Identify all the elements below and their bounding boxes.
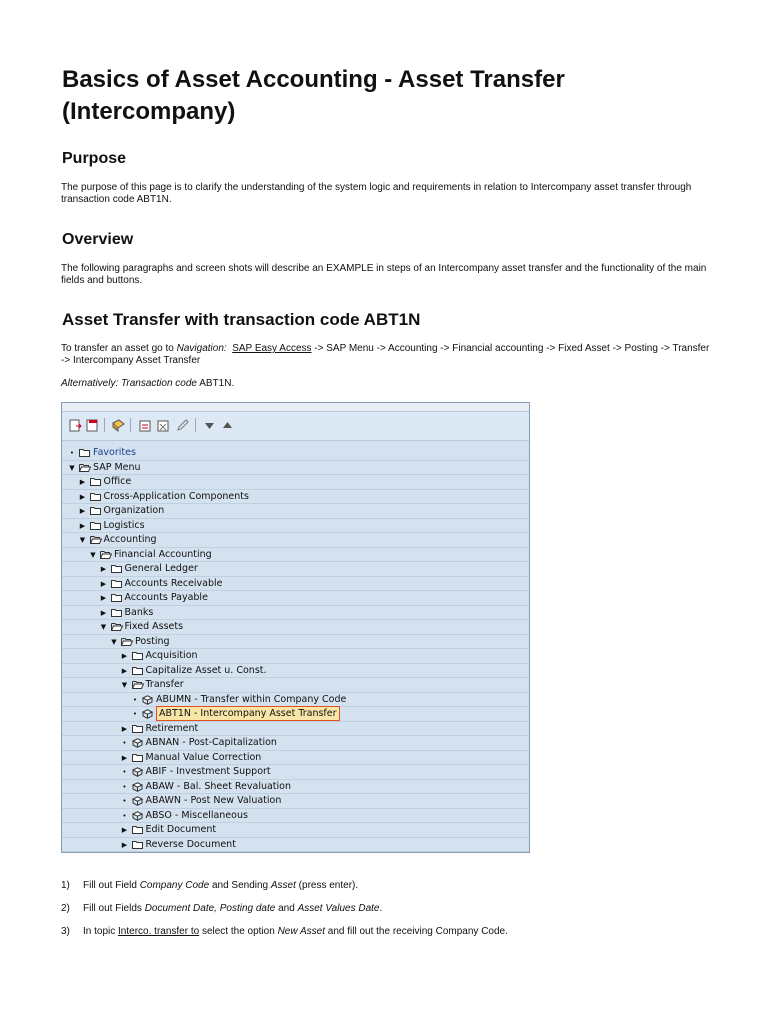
tree-node[interactable]: [62, 664, 529, 679]
nav-path: -> SAP Menu -> Accounting -> Financial accounting -> Fixed Asset -> Posting -> Transfer -> Intercompany Asset Transfer: [61, 343, 710, 366]
expand-arrow-icon[interactable]: ▶: [100, 565, 107, 573]
folder-icon: [132, 840, 143, 849]
tree-node[interactable]: [62, 490, 529, 505]
expand-arrow-icon[interactable]: ▶: [121, 840, 128, 849]
overview-text: The following paragraphs and screen shots will describe an EXAMPLE in steps of an Intercompany asset transfer and the functionality of the main fields and buttons.: [61, 263, 707, 286]
sap-title-strip: [62, 403, 529, 412]
bullet-icon: •: [122, 797, 127, 805]
tree-node-label: ABAWN - Post New Valuation: [145, 795, 282, 806]
step-text-part: Fill out Fields: [83, 903, 145, 914]
folder-open-icon: [132, 680, 143, 689]
purpose-text: The purpose of this page is to clarify the understanding of the system logic and requirements in relation to Intercompany asset transfer through transaction code ABT1N.: [61, 182, 692, 205]
step-number: 1): [61, 880, 70, 891]
transaction-icon: [142, 709, 153, 718]
expand-arrow-icon[interactable]: ▶: [79, 521, 86, 530]
collapse-arrow-icon[interactable]: ▼: [90, 550, 96, 559]
tree-node-label: Accounts Receivable: [124, 577, 223, 589]
transfer-heading: Asset Transfer with transaction code ABT1N: [62, 310, 421, 329]
step-text-part: and fill out the receiving Company Code.: [325, 926, 508, 937]
step-text-part: Company Code: [139, 880, 210, 891]
tree-node[interactable]: [62, 823, 529, 838]
folder-icon: [111, 608, 122, 617]
folder-icon: [90, 521, 101, 530]
tree-node-label: ABSO - Miscellaneous: [145, 809, 248, 821]
bullet-icon: •: [69, 449, 75, 457]
tree-node-label: General Ledger: [124, 563, 198, 574]
tree-node-label: Organization: [103, 505, 165, 516]
collapse-arrow-icon[interactable]: ▼: [79, 536, 86, 544]
tree-node-label: ABAW - Bal. Sheet Revaluation: [145, 780, 292, 792]
tree-node[interactable]: [62, 475, 529, 490]
expand-arrow-icon[interactable]: ▶: [121, 753, 128, 762]
tree-node[interactable]: [62, 577, 529, 592]
navigation-text: [61, 343, 711, 367]
folder-icon: [132, 651, 143, 660]
business-workplace-icon[interactable]: [111, 418, 125, 432]
tree-node-label: Accounts Payable: [124, 592, 208, 603]
bullet-icon: •: [122, 739, 127, 747]
tree-node-label: Accounting: [103, 534, 157, 545]
bullet-icon: •: [132, 695, 138, 704]
toolbar-separator: [195, 418, 196, 432]
tree-node[interactable]: [62, 649, 529, 664]
tree-node[interactable]: [62, 562, 529, 577]
step-text: [83, 880, 358, 892]
tree-node-label: ABUMN - Transfer within Company Code: [156, 693, 347, 705]
tree-node[interactable]: [62, 591, 529, 606]
transaction-icon: [142, 695, 153, 704]
expand-arrow-icon[interactable]: ▶: [79, 507, 86, 515]
tree-node-label: Retirement: [145, 722, 199, 734]
page-title: Basics of Asset Accounting - Asset Transfer (Intercompany): [62, 66, 565, 125]
folder-open-icon: [79, 463, 90, 472]
step-text-part: select the option: [199, 926, 278, 937]
folder-open-icon: [121, 637, 132, 646]
tree-node[interactable]: [62, 707, 529, 722]
folder-icon: [90, 477, 101, 486]
step-text: [83, 926, 508, 938]
step-text-part: New Asset: [277, 926, 325, 937]
nav-label: Navigation:: [176, 343, 227, 354]
toolbar-separator: [130, 418, 131, 432]
folder-open-icon: [111, 622, 122, 631]
tree-node[interactable]: [62, 838, 529, 853]
step-text-part: Interco. transfer to: [118, 926, 200, 937]
folder-icon: [90, 506, 101, 515]
step-text-part: Asset Values Date: [297, 903, 380, 914]
tree-node[interactable]: [62, 504, 529, 519]
folder-open-icon: [100, 550, 111, 559]
expand-arrow-icon[interactable]: ▶: [100, 579, 107, 588]
expand-arrow-icon[interactable]: ▶: [79, 478, 86, 486]
bullet-icon: •: [122, 782, 127, 791]
step-text-part: (press enter).: [295, 880, 359, 891]
expand-arrow-icon[interactable]: ▶: [121, 652, 128, 660]
nav-link-sap-easy-access[interactable]: SAP Easy Access: [232, 343, 312, 354]
transaction-icon: [132, 796, 143, 805]
user-menu-icon[interactable]: [68, 418, 82, 432]
tree-node-label: Acquisition: [145, 650, 198, 661]
step-text: [83, 903, 382, 915]
transaction-icon: [132, 738, 143, 747]
step-text-part: Fill out Field: [83, 880, 140, 891]
tree-node[interactable]: [62, 461, 529, 476]
tree-node-label: Logistics: [103, 519, 145, 531]
tree-node-label: Banks: [124, 606, 154, 618]
expand-arrow-icon[interactable]: ▶: [79, 492, 86, 501]
tree-node-label: Edit Document: [145, 824, 217, 835]
bullet-icon: •: [122, 768, 127, 776]
tree-node[interactable]: [62, 446, 529, 461]
step-number: 2): [61, 903, 70, 914]
tree-node-label: Fixed Assets: [124, 621, 184, 632]
tree-node-label: Transfer: [145, 679, 184, 690]
tree-node[interactable]: [62, 678, 529, 693]
folder-icon: [90, 492, 101, 501]
tree-node-label: Cross-Application Components: [103, 490, 249, 502]
tree-node[interactable]: [62, 533, 529, 548]
expand-arrow-icon[interactable]: ▶: [100, 594, 107, 602]
alt-code: ABT1N.: [197, 378, 235, 389]
tree-node[interactable]: [62, 693, 529, 708]
folder-icon: [111, 564, 122, 573]
expand-arrow-icon[interactable]: ▶: [100, 608, 107, 617]
tree-node[interactable]: [62, 794, 529, 809]
purpose-heading: Purpose: [62, 150, 127, 167]
step-number: 3): [61, 926, 70, 937]
tree-node[interactable]: [62, 765, 529, 780]
tree-node-label: ABNAN - Post-Capitalization: [145, 737, 277, 748]
expand-arrow-icon[interactable]: ▶: [121, 724, 128, 733]
change-favorites-icon[interactable]: [175, 418, 189, 432]
collapse-arrow-icon[interactable]: ▼: [69, 463, 75, 472]
tree-node-label: SAP Menu: [93, 461, 141, 473]
bullet-icon: •: [132, 710, 138, 718]
step-text-part: In topic: [83, 926, 119, 937]
tree-node[interactable]: [62, 722, 529, 737]
tree-node-label: Financial Accounting: [114, 548, 212, 560]
folder-icon: [132, 825, 143, 834]
transaction-icon: [132, 782, 143, 791]
transaction-icon: [132, 811, 143, 820]
alt-italic: Alternatively: Transaction code: [61, 378, 197, 389]
alternative-text: [61, 378, 711, 390]
folder-icon: [111, 593, 122, 602]
collapse-arrow-icon[interactable]: ▼: [111, 637, 117, 646]
tree-node-label: Capitalize Asset u. Const.: [145, 664, 267, 676]
tree-node[interactable]: [62, 736, 529, 751]
folder-open-icon: [90, 535, 101, 544]
step-text-part: Document Date, Posting date: [144, 903, 276, 914]
sap-menu-icon[interactable]: [85, 418, 99, 432]
add-to-favorites-icon[interactable]: [138, 418, 152, 432]
tree-node[interactable]: [62, 519, 529, 534]
tree-node-label: Favorites: [93, 447, 136, 458]
step-text-part: and: [275, 903, 298, 914]
tree-node[interactable]: [62, 606, 529, 621]
tree-node[interactable]: [62, 620, 529, 635]
step-text-part: and Sending: [209, 880, 271, 891]
folder-icon: [79, 448, 90, 457]
tree-node-label: Posting: [135, 635, 170, 647]
step-text-part: .: [379, 903, 383, 914]
tree-node-label: ABIF - Investment Support: [145, 766, 271, 777]
expand-arrow-icon[interactable]: ▶: [121, 666, 128, 675]
tree-node[interactable]: [62, 635, 529, 650]
tree-node-label-selected: ABT1N - Intercompany Asset Transfer: [156, 706, 340, 721]
sap-menu-screenshot: [61, 402, 530, 853]
nav-prefix: To transfer an asset go to: [61, 343, 177, 354]
folder-icon: [132, 753, 143, 762]
overview-heading: Overview: [62, 231, 134, 248]
folder-icon: [111, 579, 122, 588]
sap-toolbar: [62, 412, 529, 441]
tree-node[interactable]: [62, 548, 529, 563]
collapse-arrow-icon[interactable]: ▼: [121, 681, 128, 689]
tree-node-label: Office: [103, 476, 132, 487]
toolbar-separator: [104, 418, 105, 432]
expand-arrow-icon[interactable]: ▶: [121, 826, 128, 834]
move-favorites-down-icon[interactable]: [202, 418, 216, 432]
move-favorites-up-icon[interactable]: [220, 418, 234, 432]
collapse-arrow-icon[interactable]: ▼: [100, 623, 107, 631]
transaction-icon: [132, 767, 143, 776]
tree-node[interactable]: [62, 751, 529, 766]
delete-favorites-icon[interactable]: [156, 418, 170, 432]
tree-node[interactable]: [62, 780, 529, 795]
step-text-part: Asset: [270, 880, 296, 891]
tree-node-label: Manual Value Correction: [145, 751, 262, 763]
folder-icon: [132, 666, 143, 675]
tree-node[interactable]: [62, 809, 529, 824]
bullet-icon: •: [122, 811, 127, 820]
tree-node-label: Reverse Document: [145, 838, 236, 850]
folder-icon: [132, 724, 143, 733]
